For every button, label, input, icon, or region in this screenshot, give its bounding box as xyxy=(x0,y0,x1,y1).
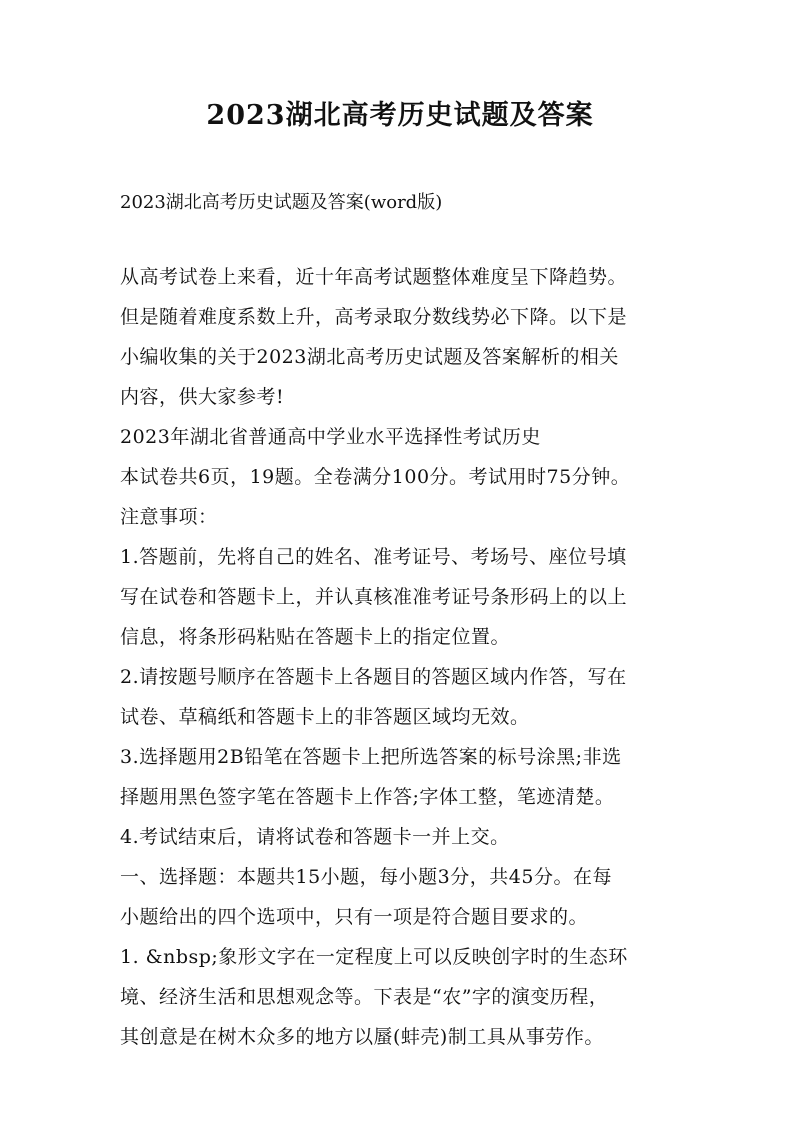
body-line: 境、经济生活和思想观念等。下表是“农”字的演变历程， xyxy=(120,986,609,1008)
body-line: 但是随着难度系数上升，高考录取分数线势必下降。以下是 xyxy=(120,306,628,328)
body-line: 一、选择题：本题共15小题，每小题3分，共45分。在每 xyxy=(120,866,612,888)
body-line: 信息，将条形码粘贴在答题卡上的指定位置。 xyxy=(120,626,511,648)
body-line: 内容，供大家参考! xyxy=(120,386,285,408)
body-line: 2.请按题号顺序在答题卡上各题目的答题区域内作答，写在 xyxy=(120,666,627,688)
body-line: 其创意是在树木众多的地方以蜃(蚌壳)制工具从事劳作。 xyxy=(120,1026,604,1048)
body-line: 2023年湖北省普通高中学业水平选择性考试历史 xyxy=(120,426,541,448)
body-line: 小题给出的四个选项中，只有一项是符合题目要求的。 xyxy=(120,906,589,928)
body-line: 1. &nbsp;象形文字在一定程度上可以反映创字时的生态环 xyxy=(120,946,628,968)
document-body xyxy=(120,257,700,1057)
body-line: 试卷、草稿纸和答题卡上的非答题区域均无效。 xyxy=(120,706,530,728)
body-line: 从高考试卷上来看，近十年高考试题整体难度呈下降趋势。 xyxy=(120,266,628,288)
body-line: 3.选择题用2B铅笔在答题卡上把所选答案的标号涂黑;非选 xyxy=(120,746,622,768)
body-line: 4.考试结束后，请将试卷和答题卡一并上交。 xyxy=(120,826,510,848)
body-line: 注意事项： xyxy=(120,506,218,528)
document-title: 2023湖北高考历史试题及答案 xyxy=(206,100,594,131)
body-line: 小编收集的关于2023湖北高考历史试题及答案解析的相关 xyxy=(120,346,619,368)
body-line: 本试卷共6页，19题。全卷满分100分。考试用时75分钟。 xyxy=(120,466,631,488)
body-line: 择题用黑色签字笔在答题卡上作答;字体工整，笔迹清楚。 xyxy=(120,786,615,808)
body-line: 1.答题前，先将自己的姓名、准考证号、考场号、座位号填 xyxy=(120,546,627,568)
body-line: 写在试卷和答题卡上，并认真核准准考证号条形码上的以上 xyxy=(120,586,628,608)
document-subtitle: 2023湖北高考历史试题及答案(word版) xyxy=(120,192,443,213)
